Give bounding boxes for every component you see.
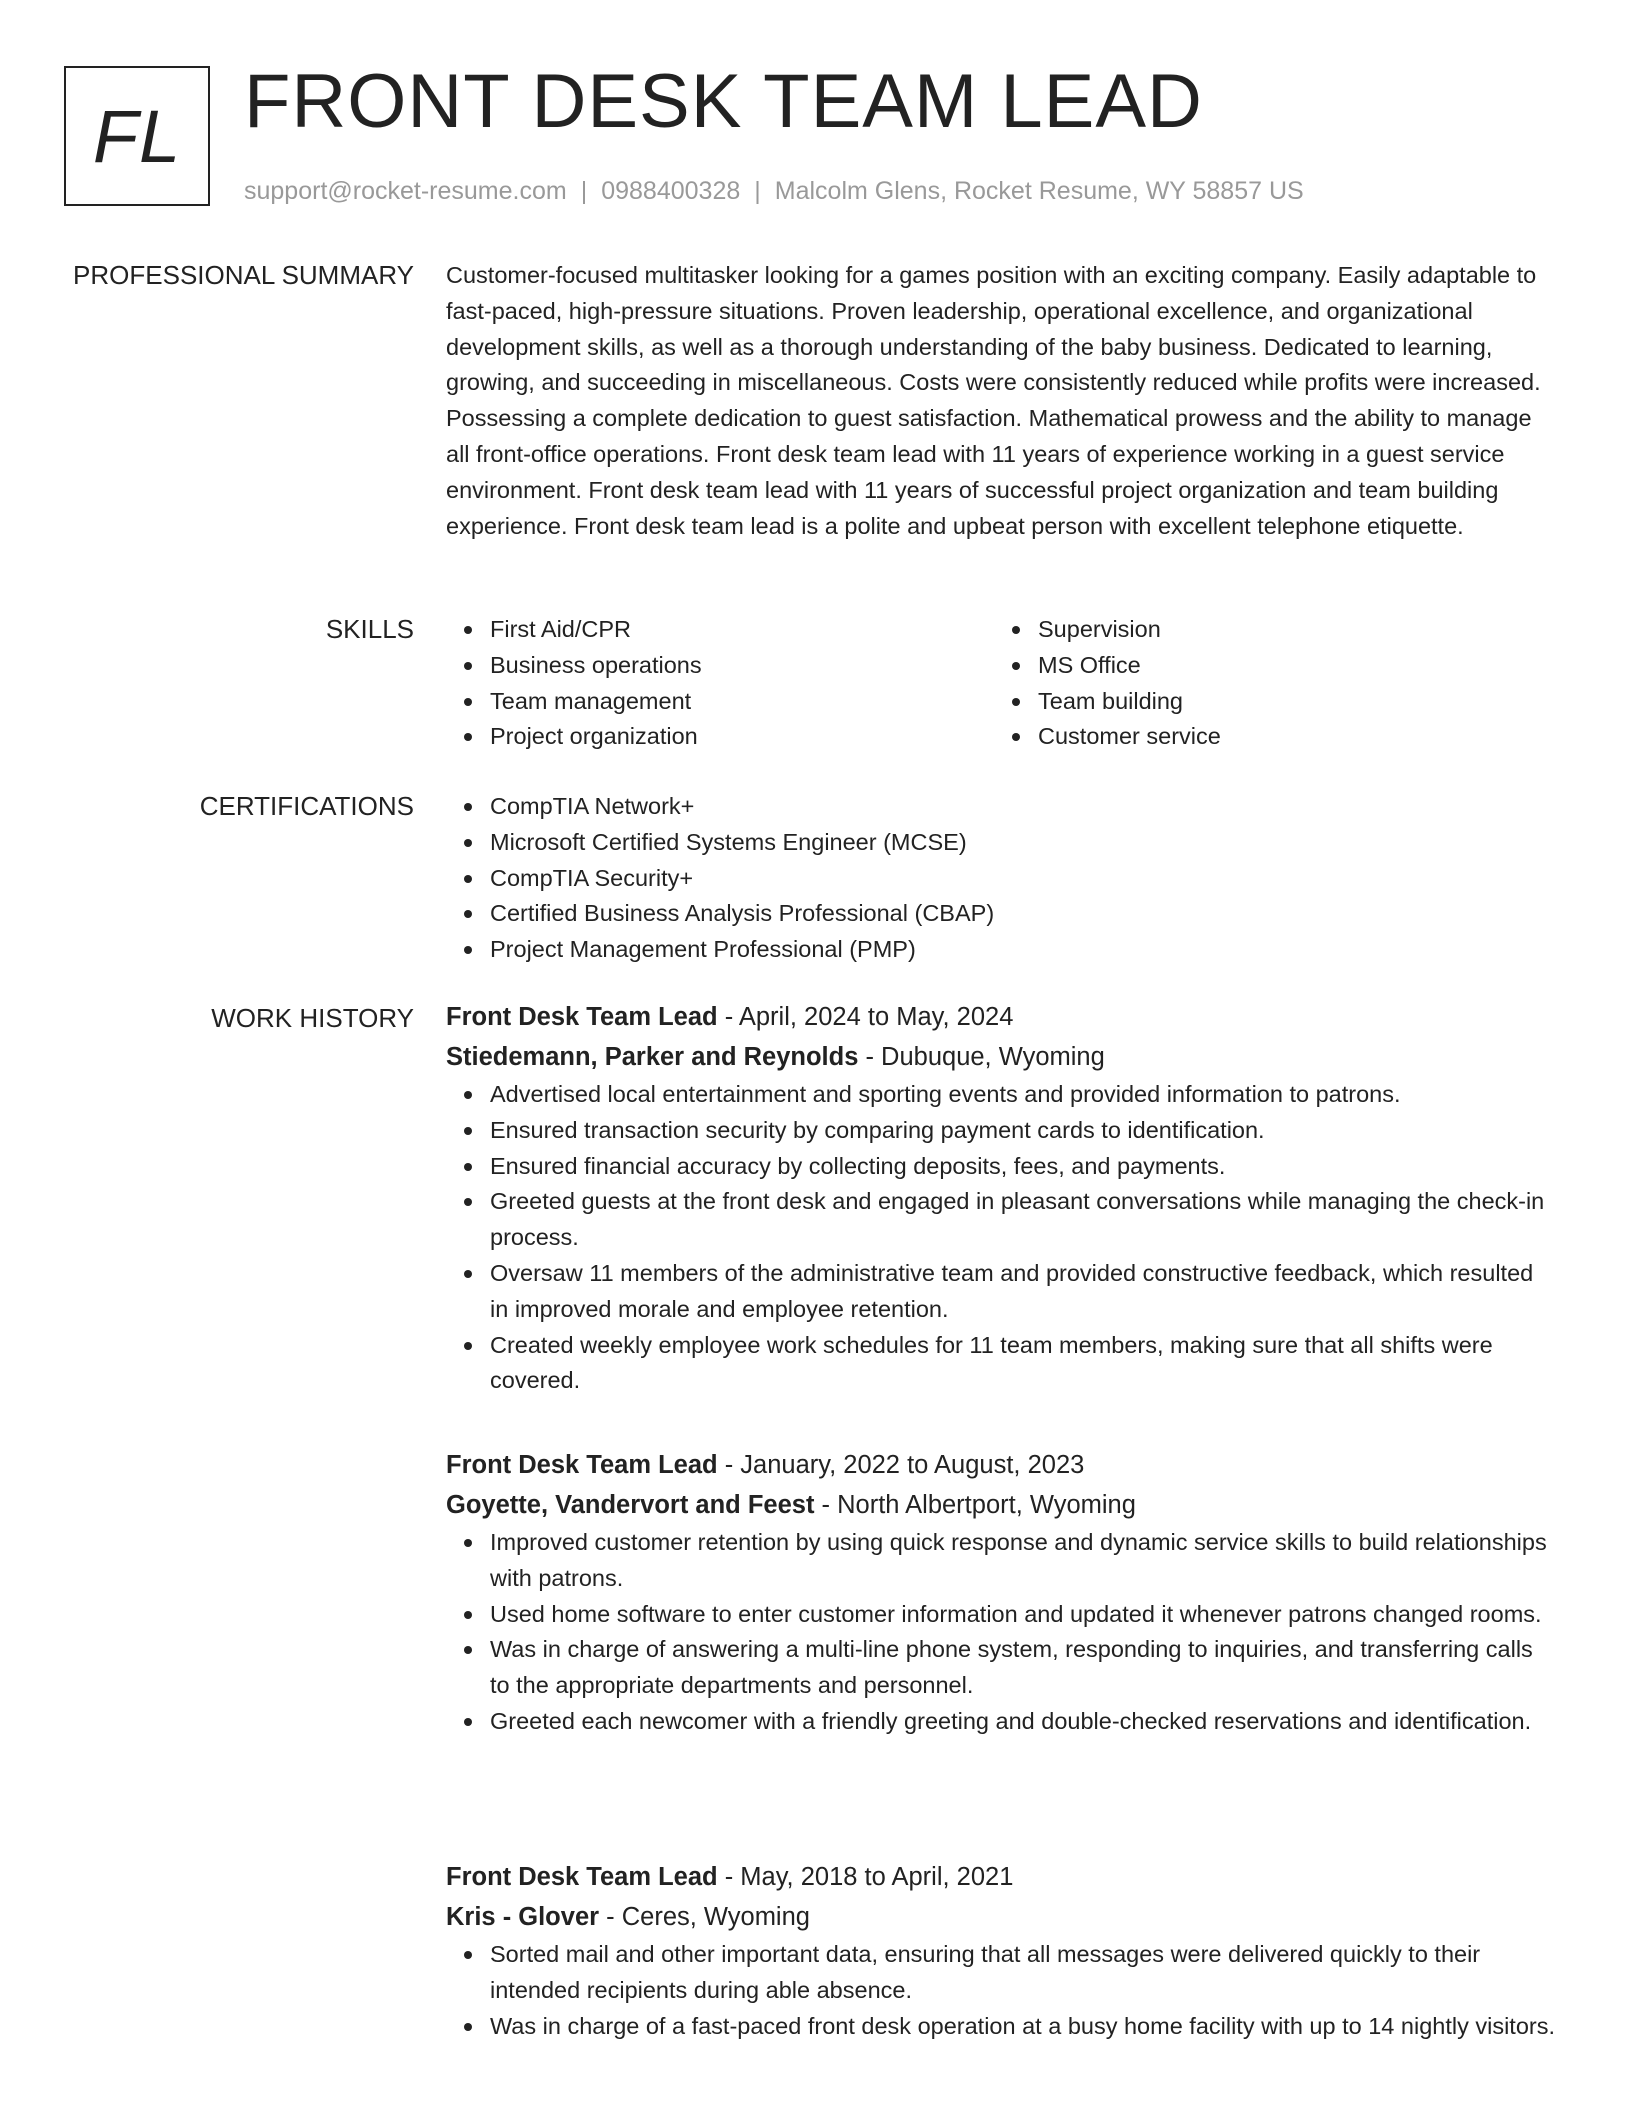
job-location: - North Albertport, Wyoming [814,1491,1136,1519]
job-duty: Used home software to enter customer information and updated it whenever patrons changed rooms. [490,1597,1556,1633]
job-title-line [446,997,1556,1037]
job-duty: Improved customer retention by using quick response and dynamic service skills to build relationships with patrons. [490,1525,1556,1597]
job-duty: Was in charge of answering a multi-line phone system, responding to inquiries, and transferring calls to the appropriate departments and personnel. [490,1632,1556,1704]
job-duty: Ensured financial accuracy by collecting deposits, fees, and payments. [490,1149,1556,1185]
candidate-title: FRONT DESK TEAM LEAD [244,59,1203,144]
skills-list-right [994,612,1554,755]
job-title-line [446,1857,1556,1897]
job-duty: Greeted guests at the front desk and engaged in pleasant conversations while managing the check-in process. [490,1184,1556,1256]
job-duty: Was in charge of a fast-paced front desk operation at a busy home facility with up to 14 nightly visitors. [490,2009,1556,2045]
skill-item: MS Office [1038,648,1554,684]
summary-body [446,258,1556,544]
job-entry [446,1857,1556,2044]
job-company-line [446,1485,1556,1525]
job-duty: Sorted mail and other important data, ensuring that all messages were delivered quickly to their intended recipients during able absence. [490,1937,1556,2009]
job-title-line [446,1445,1556,1485]
contact-line [244,174,1304,208]
job-dates: - January, 2022 to August, 2023 [717,1451,1085,1479]
job-title: Front Desk Team Lead [446,1003,718,1031]
skills-body [446,612,1556,755]
job-title: Front Desk Team Lead [446,1451,718,1479]
work-history-heading: WORK HISTORY [211,1003,414,1033]
job-duties-list [446,1077,1556,1399]
job-duty: Advertised local entertainment and sporting events and provided information to patrons. [490,1077,1556,1113]
job-dates: - April, 2024 to May, 2024 [717,1003,1014,1031]
skills-heading: SKILLS [325,614,414,644]
job-duty: Greeted each newcomer with a friendly greeting and double-checked reservations and identification. [490,1704,1556,1740]
skills-grid [446,612,1556,755]
monogram-logo: FL [64,66,210,206]
contact-address: Malcolm Glens, Rocket Resume, WY 58857 US [774,177,1304,205]
skill-item: Team building [1038,684,1554,720]
certification-item: Project Management Professional (PMP) [490,932,1556,968]
contact-email: support@rocket-resume.com [244,177,567,205]
certification-item: CompTIA Security+ [490,861,1556,897]
certifications-list [446,789,1556,968]
summary-heading: PROFESSIONAL SUMMARY [73,260,414,290]
job-company-line [446,1897,1556,1937]
job-dates: - May, 2018 to April, 2021 [717,1863,1014,1891]
job-location: - Ceres, Wyoming [599,1903,810,1931]
skill-item: Team management [490,684,994,720]
skill-item: Business operations [490,648,994,684]
certification-item: Microsoft Certified Systems Engineer (MCSE) [490,825,1556,861]
job-company: Kris - Glover [446,1903,600,1931]
certification-item: Certified Business Analysis Professional (CBAP) [490,896,1556,932]
job-company: Goyette, Vandervort and Feest [446,1491,815,1519]
job-duty: Created weekly employee work schedules for 11 team members, making sure that all shifts were covered. [490,1328,1556,1400]
job-duties-list [446,1937,1556,2044]
contact-separator: | [754,177,761,205]
job-duties-list [446,1525,1556,1740]
job-company-line [446,1037,1556,1077]
summary-text: Customer-focused multitasker looking for a games position with an exciting company. Easily adaptable to fast-paced, high-pressure situations. Proven leadership, operational excellence, and organizational development skills, as well as a thorough understanding of the baby business. Dedicated to learning, growing, and succeeding in miscellaneous. Costs were consistently reduced while profits were increased. Possessing a complete dedication to guest satisfaction. Mathematical prowess and the ability to manage all front-office operations. Front desk team lead with 11 years of experience working in a guest service environment. Front desk team lead with 11 years of successful project organization and team building experience. Front desk team lead is a polite and upbeat person with excellent telephone etiquette. [446,262,1541,539]
skill-item: Supervision [1038,612,1554,648]
skill-item: Project organization [490,719,994,755]
job-duty: Ensured transaction security by comparing payment cards to identification. [490,1113,1556,1149]
job-title: Front Desk Team Lead [446,1863,718,1891]
contact-phone: 0988400328 [601,177,741,205]
skills-list-left [446,612,994,755]
skill-item: Customer service [1038,719,1554,755]
certifications-heading: CERTIFICATIONS [199,791,414,821]
job-entry [446,1445,1556,1740]
certifications-body [446,789,1556,968]
job-company: Stiedemann, Parker and Reynolds [446,1043,859,1071]
skill-item: First Aid/CPR [490,612,994,648]
job-duty: Oversaw 11 members of the administrative team and provided constructive feedback, which resulted in improved morale and employee retention. [490,1256,1556,1328]
job-entry [446,997,1556,1399]
contact-separator: | [580,177,588,205]
certification-item: CompTIA Network+ [490,789,1556,825]
job-location: - Dubuque, Wyoming [858,1043,1105,1071]
